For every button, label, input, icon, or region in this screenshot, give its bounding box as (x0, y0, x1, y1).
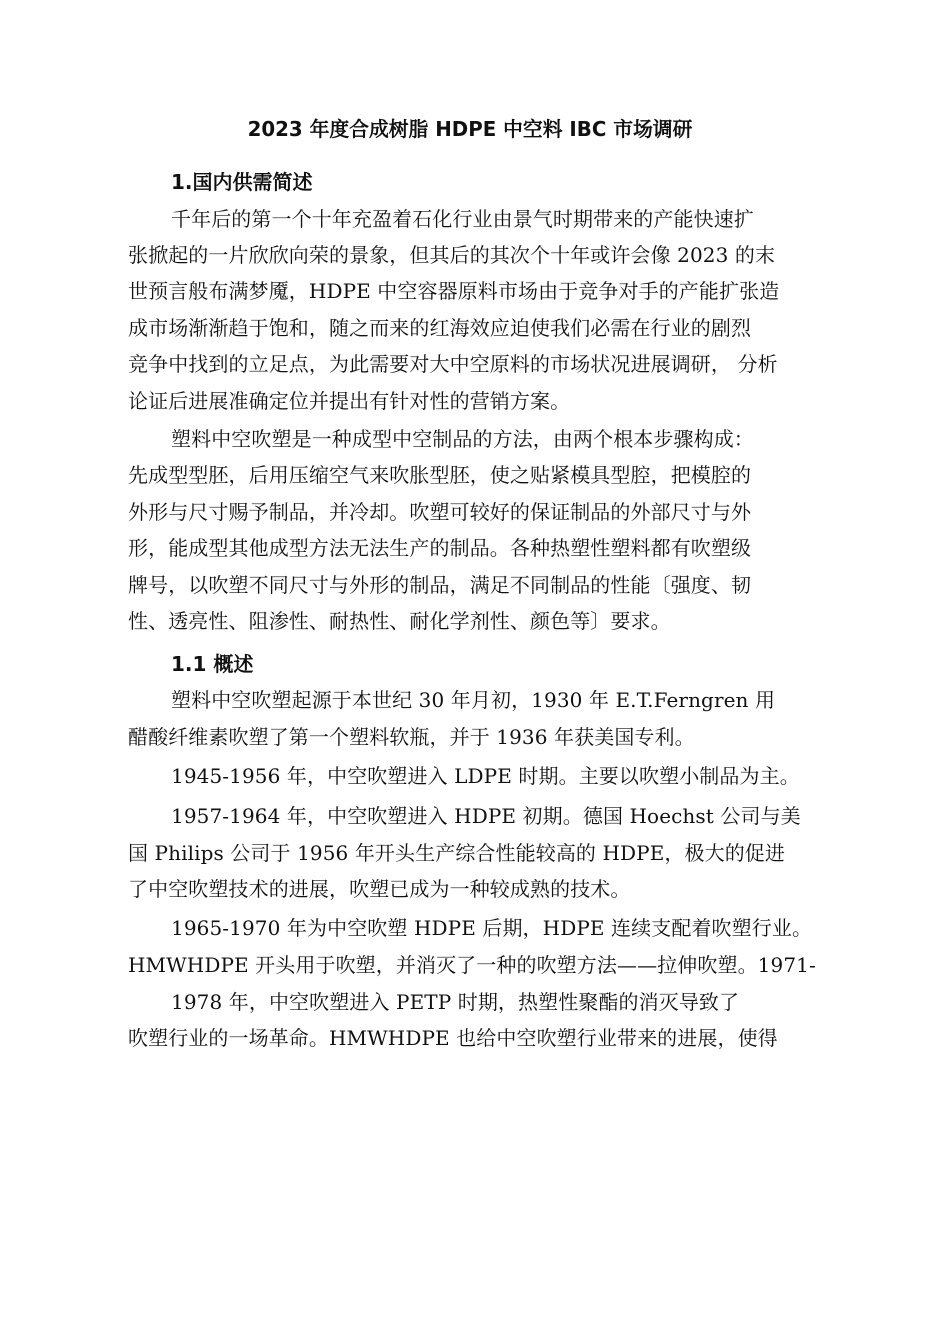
paragraph-line: HMWHDPE 开头用于吹塑，并消灭了一种的吹塑方法——拉伸吹塑。1971- (128, 953, 816, 977)
paragraph-line: 论证后进展准确定位并提出有针对性的营销方案。 (128, 389, 571, 413)
paragraph-line: 1978 年，中空吹塑进入 PETP 时期，热塑性聚酯的消灭导致了 (171, 990, 740, 1014)
paragraph-line: 吹塑行业的一场革命。HMWHDPE 也给中空吹塑行业带来的进展，使得 (128, 1026, 778, 1050)
paragraph-line: 塑料中空吹塑是一种成型中空制品的方法，由两个根本步骤构成： (171, 427, 754, 451)
paragraph-line: 世预言般布满梦魇，HDPE 中空容器原料市场由于竞争对手的产能扩张造 (128, 279, 780, 303)
paragraph-line: 成市场渐渐趋于饱和，随之而来的红海效应迫使我们必需在行业的剧烈 (128, 316, 752, 340)
document-title: 2023 年度合成树脂 HDPE 中空料 IBC 市场调研 (247, 117, 693, 141)
paragraph-line: 1945-1956 年，中空吹塑进入 LDPE 时期。主要以吹塑小制品为主。 (171, 764, 800, 788)
paragraph-line: 先成型型胚，后用压缩空气来吹胀型胚，使之贴紧模具型腔，把模腔的 (128, 463, 752, 487)
paragraph-line: 1965-1970 年为中空吹塑 HDPE 后期，HDPE 连续支配着吹塑行业。 (171, 916, 813, 940)
paragraph-line: 塑料中空吹塑起源于本世纪 30 年月初，1930 年 E.T.Ferngren 用 (171, 688, 776, 712)
paragraph-line: 国 Philips 公司于 1956 年开头生产综合性能较高的 HDPE，极大的促进 (128, 841, 786, 865)
paragraph-line: 牌号，以吹塑不同尺寸与外形的制品，满足不同制品的性能〔强度、韧 (128, 573, 752, 597)
paragraph-line: 性、透亮性、阻渗性、耐热性、耐化学剂性、颜色等〕要求。 (128, 609, 671, 633)
paragraph-line: 竞争中找到的立足点，为此需要对大中空原料的市场状况进展调研， 分析 (128, 352, 778, 376)
paragraph-line: 形，能成型其他成型方法无法生产的制品。各种热塑性塑料都有吹塑级 (128, 536, 752, 560)
paragraph-line: 醋酸纤维素吹塑了第一个塑料软瓶，并于 1936 年获美国专利。 (128, 725, 695, 749)
paragraph-line: 张掀起的一片欣欣向荣的景象，但其后的其次个十年或许会像 2023 的末 (128, 243, 776, 267)
paragraph-line: 了中空吹塑技术的进展，吹塑已成为一种较成熟的技术。 (128, 877, 631, 901)
section-heading-supply-demand: 1.国内供需简述 (171, 170, 313, 194)
paragraph-line: 外形与尺寸赐予制品，并冷却。吹塑可较好的保证制品的外部尺寸与外 (128, 500, 752, 524)
section-heading-overview: 1.1 概述 (171, 652, 254, 676)
paragraph-line: 1957-1964 年，中空吹塑进入 HDPE 初期。德国 Hoechst 公司与美 (171, 804, 801, 828)
paragraph-line: 千年后的第一个十年充盈着石化行业由景气时期带来的产能快速扩 (171, 207, 754, 231)
